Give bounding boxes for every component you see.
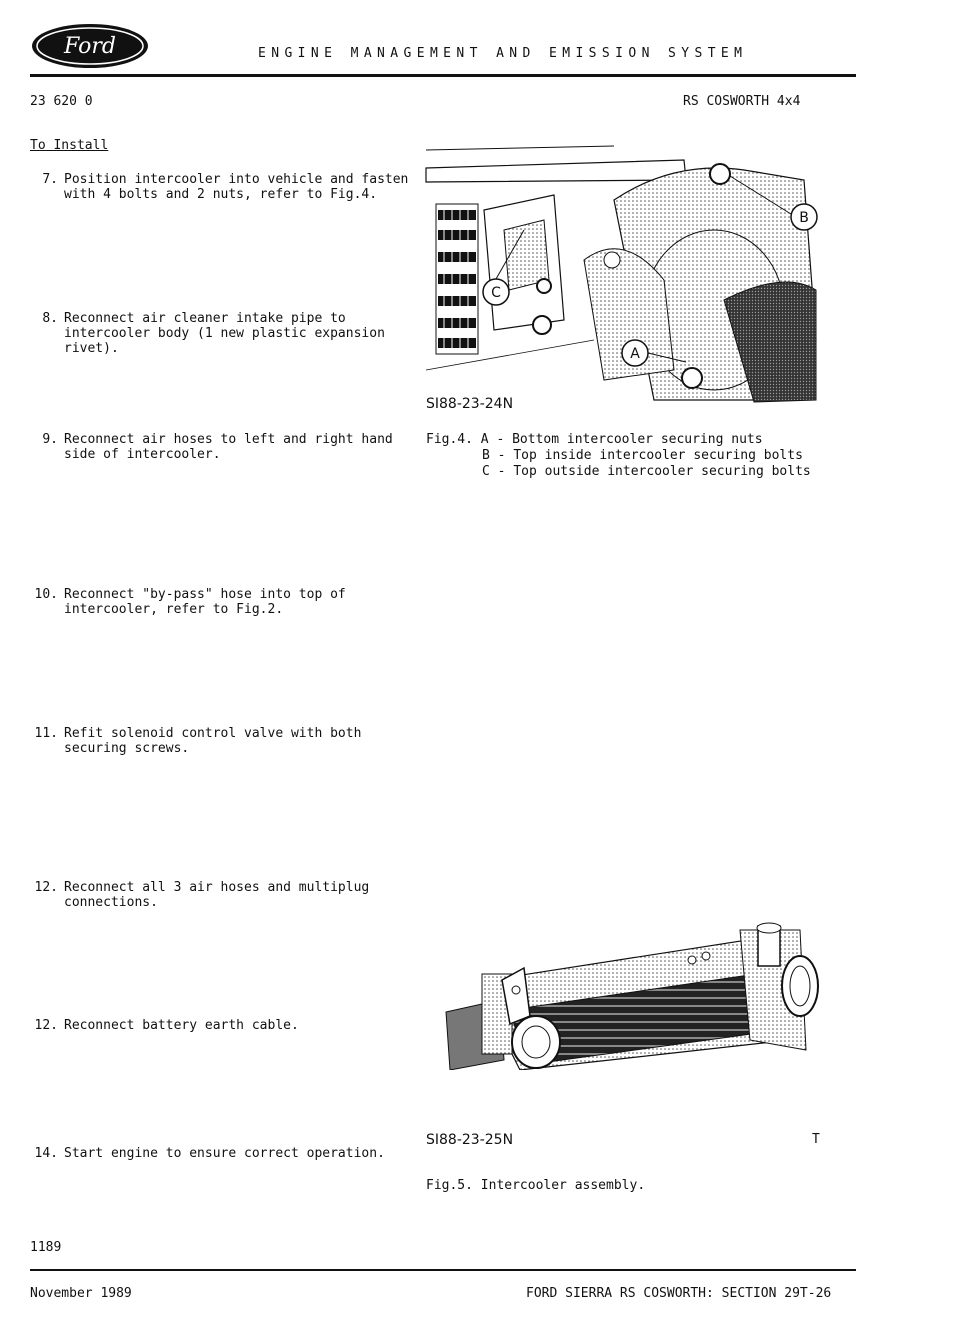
- step-number: 11.: [34, 726, 58, 741]
- list-item: [30, 587, 410, 617]
- legend-key: B: [482, 448, 490, 463]
- step-number: 9.: [42, 432, 58, 447]
- header-rule: [30, 74, 856, 77]
- step-text: Start engine to ensure correct operation.: [64, 1146, 385, 1161]
- callout-b: B: [799, 210, 809, 226]
- ford-logo: [30, 22, 150, 70]
- fig5-drawing-ref: SI88-23-25N: [426, 1132, 514, 1148]
- callout-c: C: [491, 285, 501, 301]
- fig4-label: Fig.4.: [426, 432, 473, 447]
- fig4-legend-row: C - Top outside intercooler securing bolts: [482, 464, 811, 479]
- callout-a: A: [630, 346, 640, 362]
- list-item: [30, 726, 410, 756]
- list-item: [30, 880, 410, 910]
- fig4-illustration: [424, 140, 820, 412]
- list-item: [30, 1018, 410, 1033]
- step-number: 12.: [34, 880, 58, 895]
- step-text: Reconnect air cleaner intake pipe to intercooler body (1 new plastic expansion rivet).: [64, 311, 385, 356]
- list-item: [30, 432, 410, 462]
- step-text: Refit solenoid control valve with both securing screws.: [64, 726, 362, 756]
- step-text: Reconnect air hoses to left and right hand side of intercooler.: [64, 432, 393, 462]
- step-text: Position intercooler into vehicle and fasten with 4 bolts and 2 nuts, refer to Fig.4.: [64, 172, 409, 202]
- step-number: 8.: [42, 311, 58, 326]
- step-number: 10.: [34, 587, 58, 602]
- fig5-illustration: [440, 920, 820, 1070]
- document-title: ENGINE MANAGEMENT AND EMISSION SYSTEM: [258, 46, 748, 61]
- footer-rule: [30, 1269, 856, 1271]
- step-text: Reconnect all 3 air hoses and multiplug connections.: [64, 880, 370, 910]
- step-number: 7.: [42, 172, 58, 187]
- step-text: Reconnect battery earth cable.: [64, 1018, 299, 1033]
- legend-text: Bottom intercooler securing nuts: [512, 432, 763, 447]
- step-number: 12.: [34, 1018, 58, 1033]
- fig4-drawing-ref: SI88-23-24N: [426, 396, 514, 412]
- list-item: [30, 311, 410, 356]
- legend-text: Top outside intercooler securing bolts: [513, 464, 811, 479]
- vehicle-model: RS COSWORTH 4x4: [683, 94, 801, 109]
- section-reference: 23 620 0: [30, 94, 93, 109]
- list-item: [30, 1146, 410, 1161]
- svg-text:Ford: Ford: [64, 34, 116, 59]
- step-number: 14.: [34, 1146, 58, 1161]
- fig5-caption: Fig.5. Intercooler assembly.: [426, 1178, 646, 1193]
- legend-text: Top inside intercooler securing bolts: [513, 448, 803, 463]
- list-item: [30, 172, 410, 202]
- page-number: 1189: [30, 1240, 62, 1255]
- footer-date: November 1989: [30, 1286, 132, 1301]
- fig4-legend-row: B - Top inside intercooler securing bolts: [482, 448, 803, 463]
- legend-key: A: [480, 432, 489, 447]
- legend-key: C: [482, 464, 490, 479]
- footer-section: FORD SIERRA RS COSWORTH: SECTION 29T-26: [526, 1286, 832, 1301]
- step-text: Reconnect "by-pass" hose into top of intercooler, refer to Fig.2.: [64, 587, 346, 617]
- section-heading: To Install: [30, 138, 109, 153]
- fig5-mark: T: [812, 1132, 820, 1147]
- fig4-caption: Fig.4. A - Bottom intercooler securing nuts: [426, 432, 763, 447]
